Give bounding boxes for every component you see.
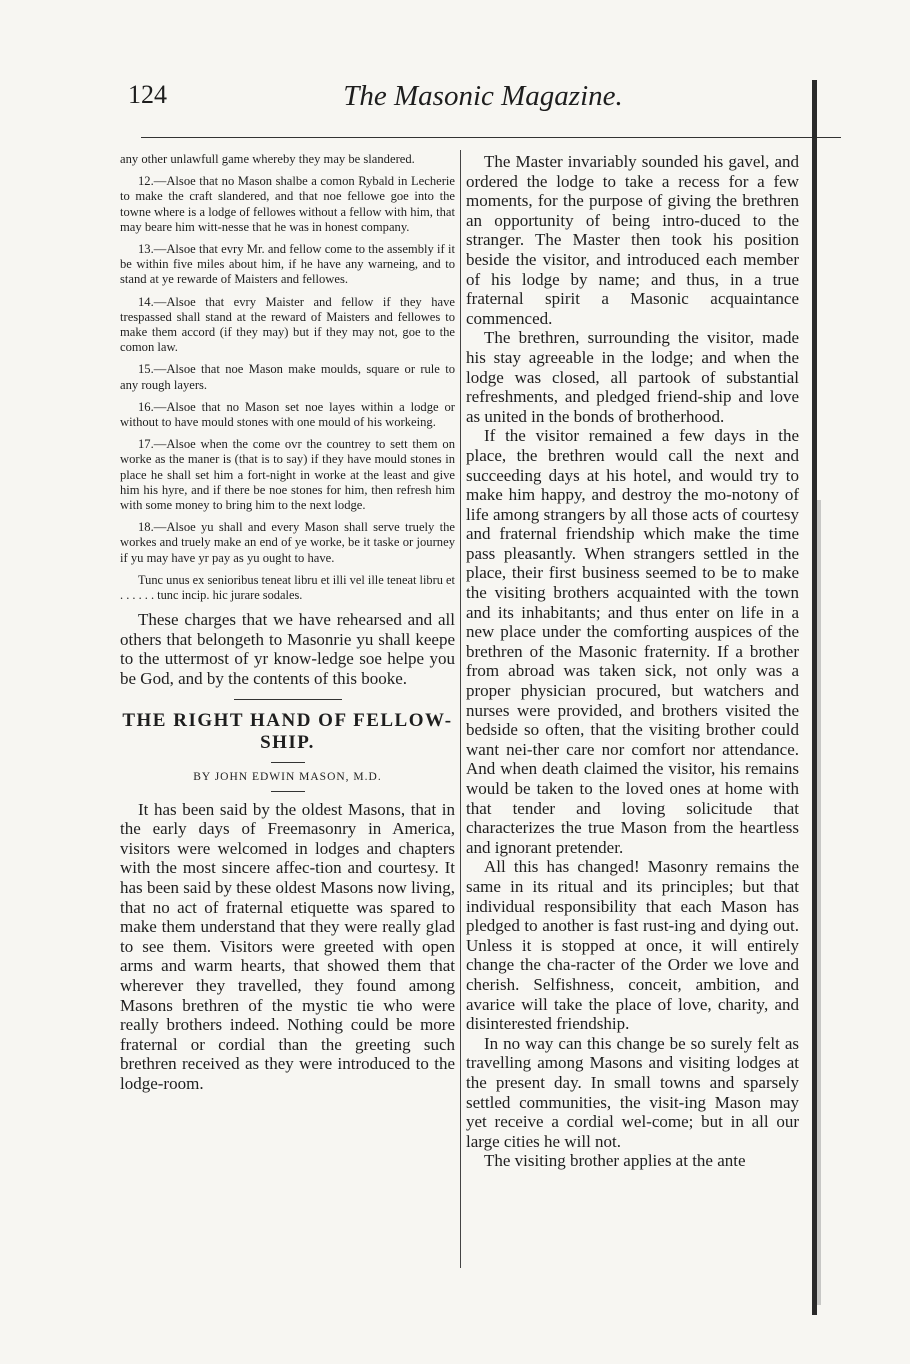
charge-paragraph: 13.—Alsoe that evry Mr. and fellow come to the assembly if it be within five miles about him, if he have any warneing, and to stand at ye rewarde of Maisters and fellowes.: [120, 242, 455, 287]
page-header: [128, 80, 838, 120]
charges-list: [120, 152, 455, 603]
page-edge-shadow: [817, 500, 821, 1305]
page-number: 124: [128, 80, 167, 109]
article-title: THE RIGHT HAND OF FELLOW-SHIP.: [122, 709, 453, 753]
article-paragraph: It has been said by the oldest Masons, that in the early days of Freemasonry in America, visitors were welcomed in lodges and chapters with the most sincere affec-tion and courtesy. It has been said by these oldest Masons now living, that no act of fraternal etiquette was spared to make them understand that they were really glad to see them. Visitors were greeted with open arms and warm hearts, that showed them that wherever they travelled, they found among Masons brethren of the mystic tie who were really brothers indeed. Nothing could be more fraternal or cordial than the greeting such brethren received as they were introduced to the lodge-room.: [120, 799, 455, 1093]
article-paragraph: The brethren, surrounding the visitor, made his stay agreeable in the lodge; and when the lodge was closed, all partook of substantial refreshments, and pledged friend-ship and love as united in the bonds of brotherhood.: [466, 328, 799, 426]
charge-paragraph: 14.—Alsoe that evry Maister and fellow if they have trespassed shall stand at the reward of Maisters and fellowes to make them accord (if they may) but if they may not, goe to the comon law.: [120, 294, 455, 355]
charge-paragraph: 18.—Alsoe yu shall and every Mason shall serve truely the workes and truely make an end of ye worke, be it taske or journey if yu may have yr pay as yu ought to have.: [120, 520, 455, 565]
byline-rule: [271, 791, 305, 792]
article-paragraph: All this has changed! Masonry remains the same in its ritual and its principles; but that individual responsibility that each Mason has pledged to another is fast rust-ing and dying out. Unless it is stopped at once, it will entirely change the cha-racter of the Order we love and cherish. Selfishness, conceit, ambition, and avarice will take the place of love, charity, and disinterested friendship.: [466, 857, 799, 1034]
article-paragraph: In no way can this change be so surely felt as travelling among Masons and visiting lodges at the present day. In small towns and sparsely settled communities, the visit-ing Mason may yet receive a cordial wel-come; but in all our large cities he will not.: [466, 1033, 799, 1151]
article-opening: [120, 800, 455, 1094]
article-paragraph: If the visitor remained a few days in the place, the brethren would call the next and succeeding days at his hotel, and would try to make him happy, and destroy the mo-notony of life among strangers by all those acts of courtesy and fraternal friendship which make the time pass pleasantly. When strangers settled in the place, their first business seemed to be to make the visiting brothers acquainted with the town and its inhabitants; and thus enter on life in a new place under the comforting auspices of the brethren of the Masonic fraternity. If a brother from abroad was taken sick, not only was a proper physician procured, but watchers and nurses were provided, and brothers visited the bedside so often, that the visiting brother could want nei-ther care nor comfort nor attendance. And when death claimed the visitor, his remains would be taken to the loved ones at home with that tender and loving solicitude that characterizes the true Mason from the heartless and ignorant pretender.: [466, 426, 799, 857]
running-title: The Masonic Magazine.: [343, 80, 623, 112]
article-paragraph: The Master invariably sounded his gavel, and ordered the lodge to take a recess for a few moments, for the purpose of giving the brethren an opportunity of being intro-duced to the stranger. The Master then took his position beside the visitor, and introduced each member of his lodge by name; and thus, in a true fraternal spirit a Masonic acquaintance commenced.: [466, 152, 799, 328]
right-column: [466, 152, 799, 1171]
charge-paragraph: 16.—Alsoe that no Mason set noe layes within a lodge or without to have mould stones with one mould of his workeing.: [120, 399, 455, 430]
closing-paragraph: These charges that we have rehearsed and all others that belongeth to Masonrie yu shall keepe to the uttermost of yr know-ledge soe helpe you be God, and by the contents of this booke.: [120, 610, 455, 689]
charge-paragraph: 17.—Alsoe when the come ovr the countrey to sett them on worke as the maner is (that is to say) if they have mould stones in place he shall set him a fort-night in worke at the least and give him his hyre, and if there be noe stones for him, then refresh him with some money to bring him to the next lodge.: [120, 437, 455, 513]
left-column: [120, 152, 455, 1094]
header-rule: [141, 137, 841, 138]
latin-rubric: Tunc unus ex senioribus teneat libru et illi vel ille teneat libru et . . . . . . tunc incip. hic jurare sodales.: [120, 572, 455, 603]
charge-paragraph: any other unlawfull game whereby they may be slandered.: [120, 152, 415, 166]
section-rule: [234, 699, 342, 700]
article-byline: BY JOHN EDWIN MASON, M.D.: [193, 770, 382, 783]
closing-block: [120, 610, 455, 688]
column-divider: [460, 150, 461, 1268]
charge-paragraph: 12.—Alsoe that no Mason shalbe a comon Rybald in Lecherie to make the craft slandered, and that noe fellowe goe into the towne where is a lodge of fellowes without a fellow with him, that may beare him witt-nesse that he was in honest company.: [120, 174, 455, 234]
charge-paragraph: 15.—Alsoe that noe Mason make moulds, square or rule to any rough layers.: [120, 362, 455, 392]
title-rule: [271, 762, 305, 763]
article-paragraph: The visiting brother applies at the ante: [484, 1151, 746, 1171]
